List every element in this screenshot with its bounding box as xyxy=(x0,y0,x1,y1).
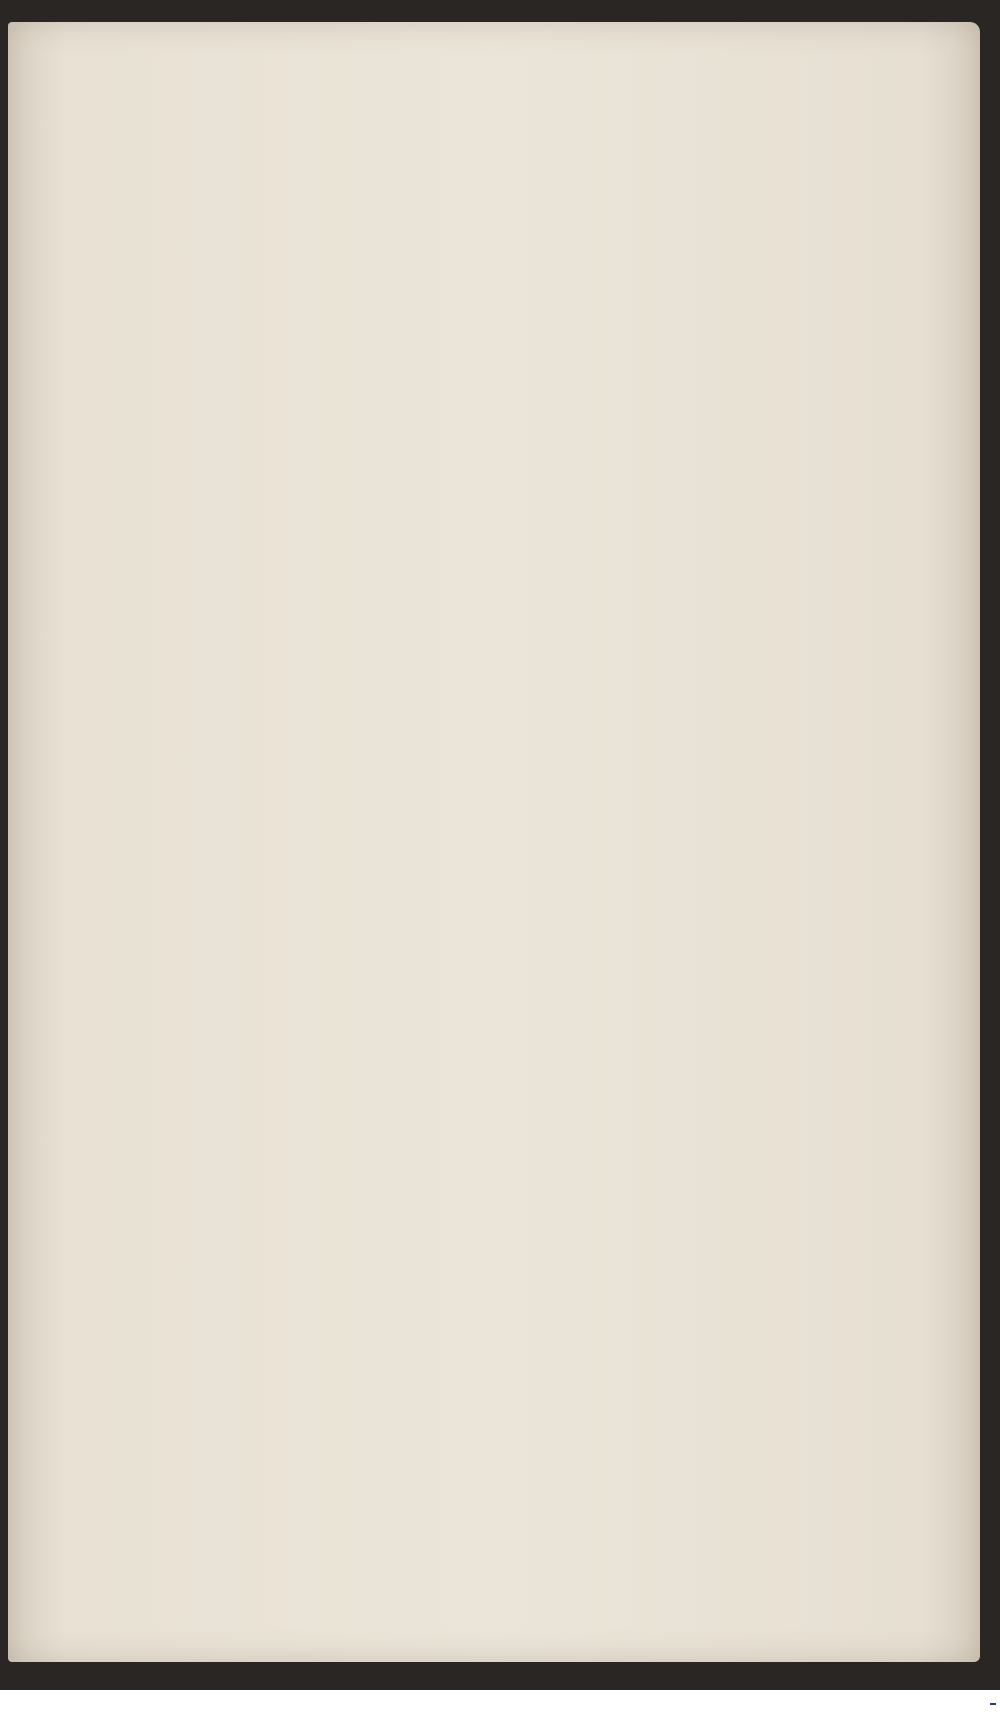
book-page xyxy=(8,22,980,1662)
dfg-logo xyxy=(990,1703,996,1705)
digitization-credit xyxy=(987,1694,996,1708)
